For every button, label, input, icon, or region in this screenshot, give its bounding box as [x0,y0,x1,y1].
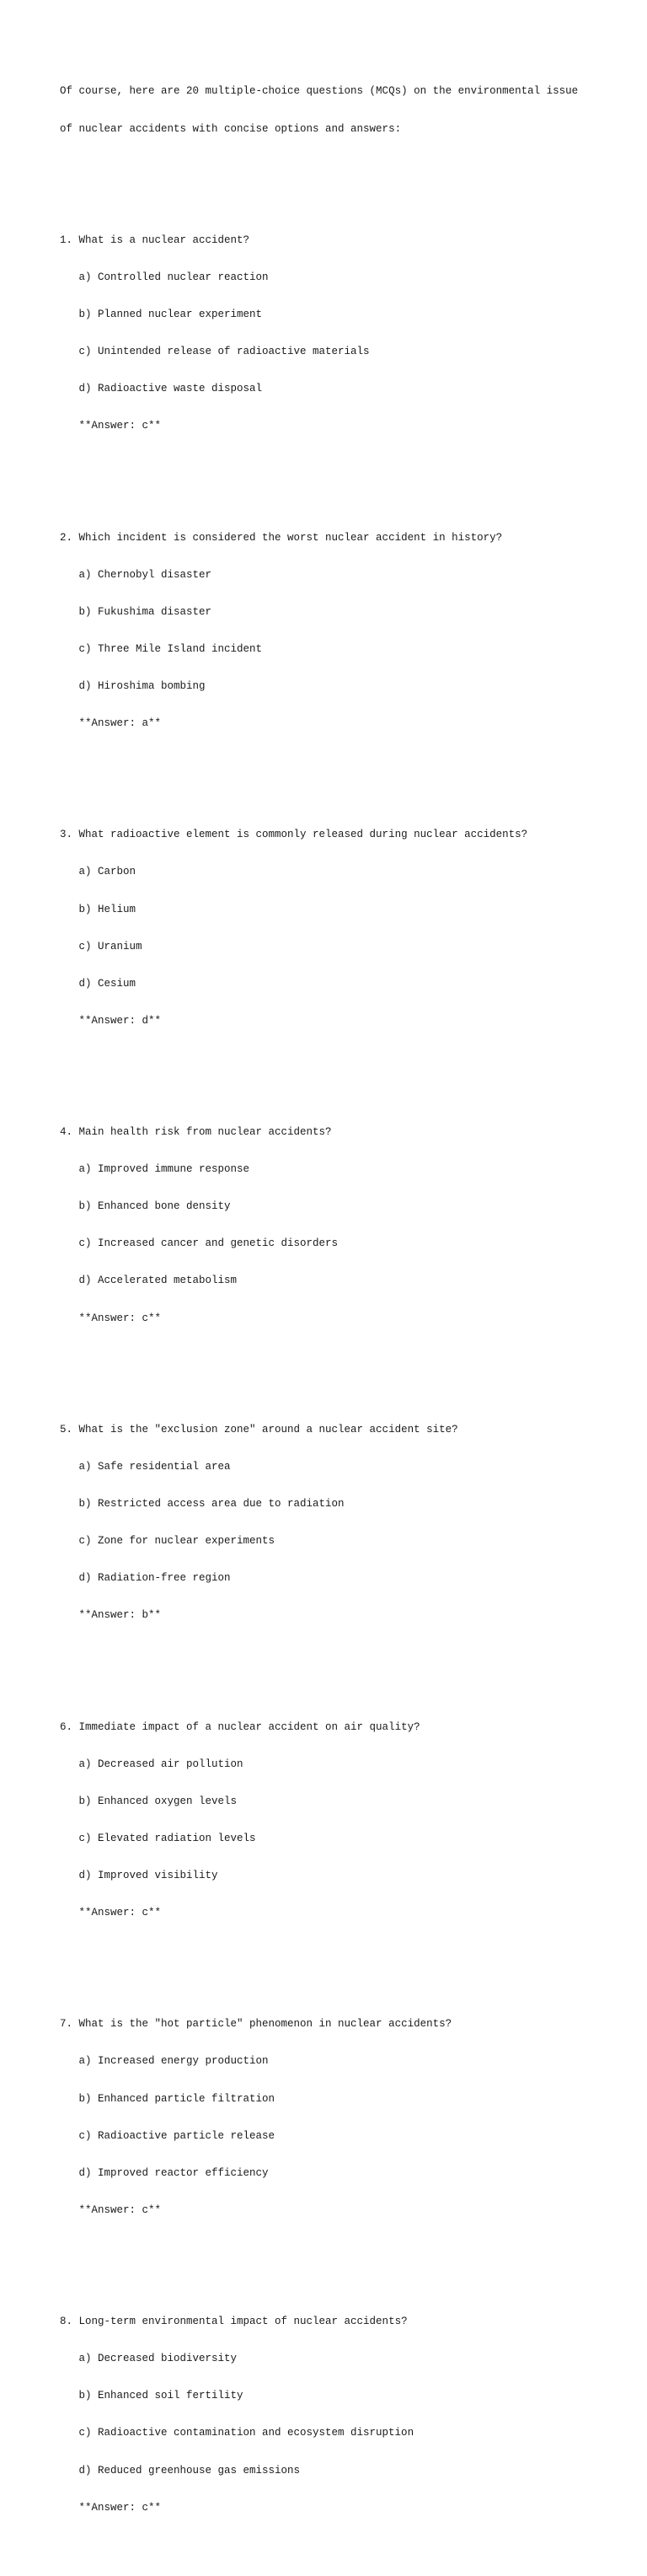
option-d: d) Accelerated metabolism [78,1275,238,1287]
option-a: a) Decreased air pollution [78,1758,243,1770]
option-b: b) Helium [78,903,136,915]
answer-text: **Answer: b** [78,1609,162,1622]
spacer [60,160,616,173]
question-text: 1. What is a nuclear accident? [60,233,250,246]
question-block [60,2291,616,2539]
intro-line-2: of nuclear accidents with concise options and answers: [60,122,402,135]
option-c: c) Three Mile Island incident [78,642,263,655]
question-block [60,209,616,457]
option-c: c) Increased cancer and genetic disorders [78,1237,339,1250]
option-c: c) Radioactive contamination and ecosystem disruption [78,2427,414,2439]
answer-text: **Answer: c** [78,2501,162,2514]
option-c: c) Unintended release of radioactive materials [78,346,370,358]
option-d: d) Radioactive waste disposal [78,383,263,395]
question-block [60,1994,616,2241]
option-a: a) Chernobyl disaster [78,568,212,581]
option-d: d) Improved visibility [78,1870,218,1881]
option-b: b) Enhanced bone density [78,1200,231,1213]
option-c: c) Elevated radiation levels [78,1832,256,1844]
question-text: 5. What is the "exclusion zone" around a nuclear accident site? [60,1423,458,1436]
option-a: a) Safe residential area [78,1460,231,1473]
option-b: b) Enhanced oxygen levels [78,1795,238,1807]
question-block [60,1696,616,1944]
answer-text: **Answer: d** [78,1014,162,1027]
answer-text: **Answer: c** [78,2203,162,2216]
question-text: 2. Which incident is considered the worst nuclear accident in history? [60,531,503,544]
option-d: d) Radiation-free region [78,1572,231,1585]
question-block [60,507,616,754]
intro-line-1: Of course, here are 20 multiple-choice questions (MCQs) on the environmental issue [60,85,579,98]
option-b: b) Enhanced soil fertility [78,2390,243,2402]
answer-text: **Answer: c** [78,1907,162,1919]
option-c: c) Uranium [78,940,142,953]
option-a: a) Increased energy production [78,2055,269,2068]
answer-text: **Answer: c** [78,420,162,432]
answer-text: **Answer: c** [78,1312,162,1324]
option-b: b) Planned nuclear experiment [78,308,263,320]
option-b: b) Restricted access area due to radiation [78,1498,345,1511]
question-text: 6. Immediate impact of a nuclear accident on air quality? [60,1720,420,1733]
option-a: a) Carbon [78,866,136,878]
option-b: b) Fukushima disaster [78,605,212,618]
question-text: 3. What radioactive element is commonly released during nuclear accidents? [60,829,528,841]
option-d: d) Reduced greenhouse gas emissions [78,2464,301,2477]
question-text: 4. Main health risk from nuclear accidents? [60,1126,332,1139]
option-c: c) Radioactive particle release [78,2129,275,2142]
option-a: a) Improved immune response [78,1163,250,1176]
option-a: a) Decreased biodiversity [78,2353,238,2365]
option-c: c) Zone for nuclear experiments [78,1535,275,1548]
option-d: d) Improved reactor efficiency [78,2166,269,2179]
option-b: b) Enhanced particle filtration [78,2092,275,2105]
option-a: a) Controlled nuclear reaction [78,271,269,283]
option-d: d) Hiroshima bombing [78,679,206,692]
option-d: d) Cesium [78,977,136,990]
document-body [60,61,616,2576]
answer-text: **Answer: a** [78,717,162,730]
question-block [60,1102,616,1350]
question-block [60,1398,616,1646]
question-text: 7. What is the "hot particle" phenomenon in nuclear accidents? [60,2018,452,2031]
question-text: 8. Long-term environmental impact of nuclear accidents? [60,2316,408,2328]
question-block [60,804,616,1052]
